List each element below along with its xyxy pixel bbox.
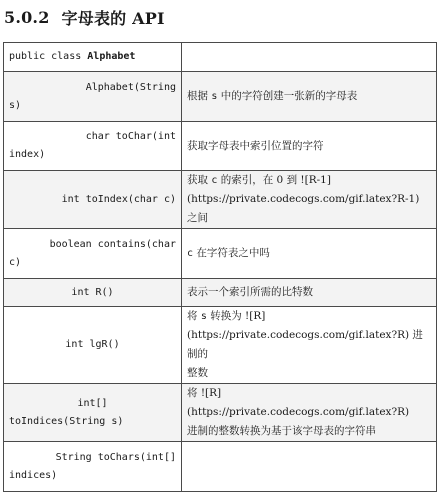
description-text: 进制的整数转换为基于该字母表的字符串 (187, 425, 376, 437)
description-cell (182, 307, 437, 384)
table-row (4, 384, 437, 442)
description-text: (https://private.codecogs.com/gif.latex?R-1) 之间 (187, 193, 420, 224)
table-row (4, 229, 437, 279)
description-cell (182, 229, 437, 279)
signature-cell (4, 279, 182, 307)
description-cell (182, 171, 437, 229)
signature-cell (4, 442, 182, 492)
table-row (4, 171, 437, 229)
signature-line: index) (9, 149, 46, 160)
description-text: 中的字符创建一张新的字母表 (217, 90, 358, 102)
table-header-row (4, 43, 437, 72)
signature-line: int R() (71, 286, 114, 298)
section-number: 5.0.2 (4, 7, 50, 27)
signature-cell (4, 307, 182, 384)
signature-line: s) (9, 99, 22, 111)
description-cell (182, 122, 437, 171)
description-text: (https://private.codecogs.com/gif.latex?R) 进制的 (187, 329, 423, 360)
description-text: 的索引，在 0 到 ![R-1] (217, 174, 331, 186)
signature-line: String toChars(int[] (55, 451, 176, 463)
api-table (3, 42, 437, 492)
header-description-cell (182, 43, 437, 72)
section-title: 字母表的 API (61, 8, 165, 28)
class-declaration-prefix: public class (9, 51, 88, 62)
description-text: 根据 (187, 90, 212, 102)
description-text: 获取 (187, 174, 212, 186)
signature-cell (4, 384, 182, 442)
code-token: s (200, 311, 207, 322)
class-name: Alphabet (87, 51, 136, 62)
description-cell (182, 72, 437, 122)
class-declaration-cell (4, 43, 182, 72)
code-token: c (187, 248, 194, 259)
description-text: 在字符表之中吗 (193, 247, 270, 259)
code-token: c (211, 175, 218, 186)
table-row (4, 72, 437, 122)
signature-line: boolean contains(char (49, 238, 176, 250)
description-cell (182, 384, 437, 442)
description-text: 将 (187, 310, 201, 322)
signature-line: int toIndex(char c) (61, 193, 176, 205)
signature-cell (4, 122, 182, 171)
description-text: 获取字母表中索引位置的字符 (187, 139, 324, 152)
signature-line: indices) (9, 469, 58, 481)
table-row (4, 442, 437, 492)
signature-line: toIndices(String s) (9, 415, 124, 427)
description-cell (182, 442, 437, 492)
description-text: 将 ![R](https://private.codecogs.com/gif.latex?R) (187, 387, 410, 418)
section-heading (4, 4, 165, 30)
signature-cell (4, 229, 182, 279)
table-row (4, 122, 437, 171)
table-row (4, 279, 437, 307)
signature-cell (4, 171, 182, 229)
description-text: 转换为 ![R] (206, 310, 266, 322)
signature-line: Alphabet(String (85, 81, 176, 93)
table-row (4, 307, 437, 384)
description-text: 整数 (187, 367, 208, 379)
signature-line: int lgR() (65, 339, 120, 350)
description-cell (182, 279, 437, 307)
signature-line: int[] (77, 397, 108, 409)
signature-line: char toChar(int (85, 131, 176, 142)
description-text: 表示一个索引所需的比特数 (187, 286, 313, 298)
signature-line: c) (9, 256, 22, 268)
code-token: s (211, 91, 218, 102)
signature-cell (4, 72, 182, 122)
